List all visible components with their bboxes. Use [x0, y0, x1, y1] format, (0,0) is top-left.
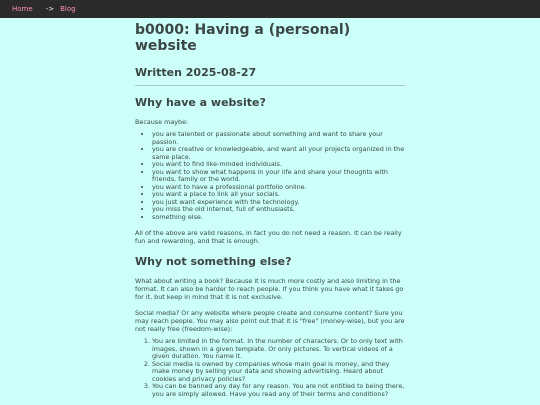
list-item: • you want to show what happens in your life and share your thoughts with friends, family or the world.: [152, 169, 405, 184]
intro-paragraph: Because maybe:: [135, 118, 189, 126]
list-item: • you just want experience with the technology.: [152, 199, 405, 207]
page-title: b0000: Having a (personal) website: [135, 22, 351, 54]
divider: [135, 85, 405, 86]
list-item: • you want to have a professional portfolio online.: [152, 184, 405, 192]
list-item: • you want a place to link all your socials.: [152, 191, 405, 199]
social-media-paragraph: Social media? Or any website where people create and consume content? Sure you may reach people. You may also point out that it is "free" (money-wise), but you are not really free (freedom-wise):: [135, 309, 405, 333]
reasons-list: [135, 131, 405, 221]
list-item: 2. Social media is owned by companies whose main goal is money, and they make money by selling your data and showing advertising. Heard about cookies and privacy policies?: [152, 361, 405, 384]
list-item: 3. You can be banned any day for any reason. You are not entitled to being there, you are simply allowed. Have you read any of their terms and conditions?: [152, 383, 405, 398]
heading-why-not-else: Why not something else?: [135, 255, 292, 268]
article: [135, 18, 405, 398]
top-nav-bar: [0, 0, 540, 18]
list-item: 1. You are limited in the format. In the number of characters. Or to only text with images, shown in a given template. Or only pictures. To vertical videos of a given duration. You name it.: [152, 338, 405, 361]
book-paragraph: What about writing a book? Because it is much more costly and also limiting in the format. It can also be harder to reach people. If you think you have what it takes go for it, but keep in mind that it is not exclusive.: [135, 277, 404, 301]
limitations-list: [135, 338, 405, 398]
nav-home-link[interactable]: Home: [12, 5, 33, 13]
list-item: • you want to find like-minded individuals.: [152, 161, 405, 169]
heading-why-website: Why have a website?: [135, 96, 266, 109]
nav-separator: ->: [45, 5, 55, 13]
list-item: • something else.: [152, 214, 405, 222]
list-item: • you are creative or knowledgeable, and want all your projects organized in the same place.: [152, 146, 405, 161]
nav-blog-link[interactable]: Blog: [60, 5, 76, 13]
written-date: Written 2025-08-27: [135, 66, 257, 79]
list-item: • you are talented or passionate about something and want to share your passion.: [152, 131, 405, 146]
list-item: • you miss the old internet, full of enthusiasts.: [152, 206, 405, 214]
outro-paragraph: All of the above are valid reasons, in fact you do not need a reason. It can be really fun and rewarding, and that is enough.: [135, 229, 402, 245]
